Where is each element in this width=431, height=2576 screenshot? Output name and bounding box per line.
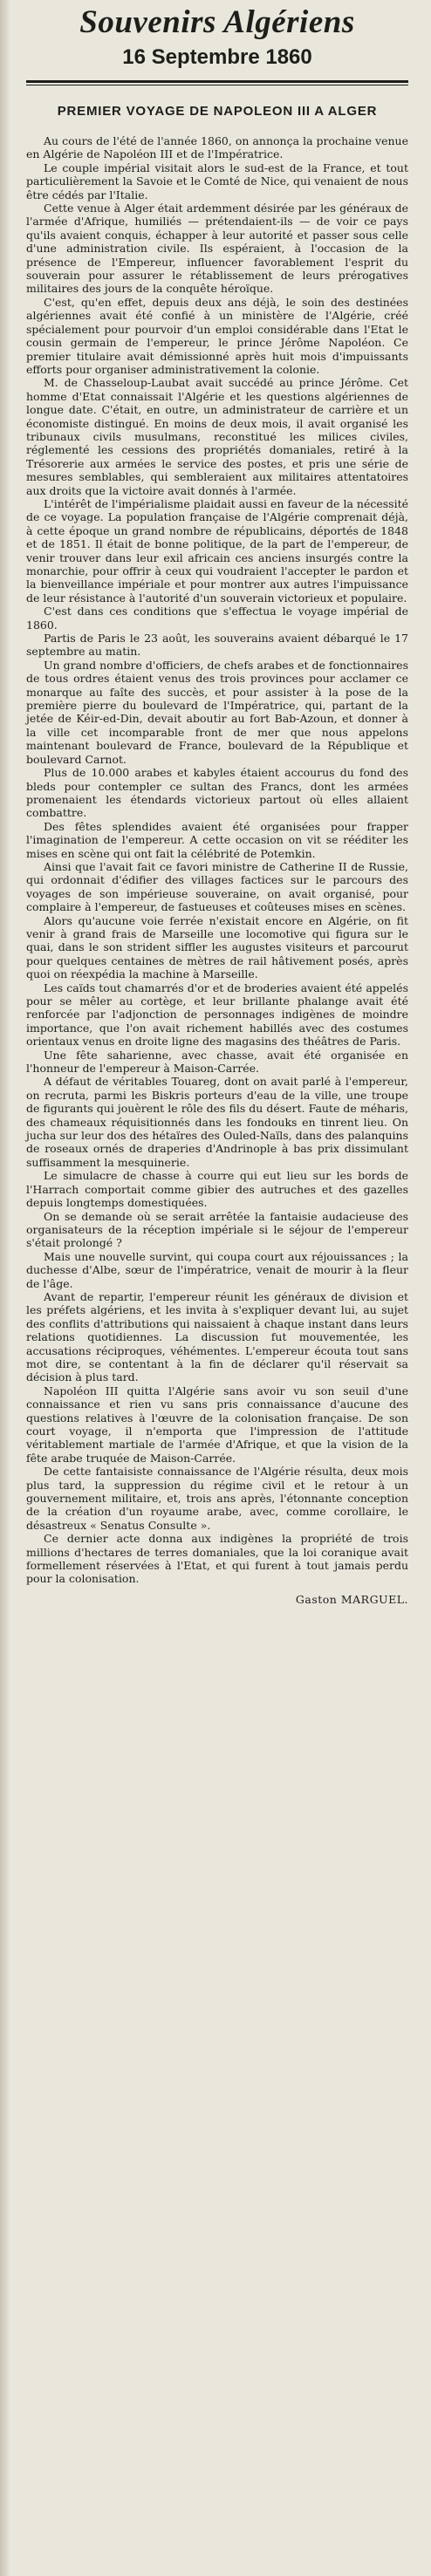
article-paragraph: A défaut de véritables Touareg, dont on avait parlé à l'empereur, on recruta, parmi les Biskris porteurs d'eau de la ville, une troupe de figurants qui jouèrent le rôle des fils du désert. Faute de méharis, des chameaux réquisitionnés dans les fondouks en tinrent lieu. On jucha sur leur dos des hétaïres des Ouled-Naïls, dans des palanquins de roseaux ornés de draperies d'Andrinople à bas prix dissimulant suffisamment la mesquinerie. bbox=[26, 1075, 408, 1169]
article-paragraph: On se demande où se serait arrêtée la fantaisie audacieuse des organisateurs de la réception impériale si le séjour de l'empereur s'était prolongé ? bbox=[26, 1209, 408, 1250]
article-paragraph: Des fêtes splendides avaient été organisées pour frapper l'imagination de l'empereur. A cette occasion on vit se rééditer les mises en scène qui ont fait la célébrité de Potemkin. bbox=[26, 819, 408, 860]
double-rule-divider bbox=[26, 80, 408, 85]
article-paragraph: Alors qu'aucune voie ferrée n'existait encore en Algérie, on fit venir à grand frais de Marseille une locomotive qui figura sur le quai, dans le son strident siffler les augustes visiteurs et parcourut pour quelques centaines de mètres de rail hâtivement posés, après quoi on réexpédia la machine à Marseille. bbox=[26, 913, 408, 981]
article-date: 16 Septembre 1860 bbox=[122, 45, 312, 69]
article-paragraph: C'est dans ces conditions que s'effectua le voyage impérial de 1860. bbox=[26, 605, 408, 632]
author-signature: Gaston MARGUEL. bbox=[295, 1592, 408, 1606]
article-paragraph: Le couple impérial visitait alors le sud-est de la France, et tout particulièrement la Savoie et le Comté de Nice, qui venaient de nous être cédés par l'Italie. bbox=[26, 161, 408, 202]
article-body bbox=[26, 134, 408, 1586]
article-paragraph: M. de Chasseloup-Laubat avait succédé au prince Jérôme. Cet homme d'Etat connaissait l'Algérie et les questions algériennes de longue date. C'était, en outre, un administrateur de carrière et un économiste distingué. En moins de deux mois, il avait organisé les tribunaux civils musulmans, reconstitué les milices civiles, réglementé les cessions des propriétés domaniales, retiré à la Trésorerie aux armées le service des postes, et pris une série de mesures semblables, qui sembleraient aux militaires attentatoires aux droits que la victoire avait donnés à l'armée. bbox=[26, 376, 408, 497]
article-paragraph: Au cours de l'été de l'année 1860, on annonça la prochaine venue en Algérie de Napoléon III et de l'Impératrice. bbox=[26, 134, 408, 161]
article-paragraph: Napoléon III quitta l'Algérie sans avoir vu son seuil d'une connaissance et rien vu sans pris connaissance d'aucune des questions relatives à l'œuvre de la colonisation française. De son court voyage, il n'emporta que l'impression de l'attitude véritablement martiale de l'armée d'Afrique, et que la vision de la fête arabe truquée de Maison-Carrée. bbox=[26, 1384, 408, 1465]
section-masthead: Souvenirs Algériens bbox=[79, 4, 355, 40]
article-paragraph: C'est, qu'en effet, depuis deux ans déjà, le soin des destinées algériennes avait été confié à un ministère de l'Algérie, créé spécialement pour pourvoir d'un emploi considérable dans l'Etat le cousin germain de l'empereur, le prince Jérôme Napoléon. Ce premier titulaire avait démissionné après huit mois d'impuissants efforts pour organiser administrativement la colonie. bbox=[26, 295, 408, 376]
article-paragraph: Le simulacre de chasse à courre qui eut lieu sur les bords de l'Harrach comportait comme gibier des autruches et des gazelles depuis longtemps domestiquées. bbox=[26, 1169, 408, 1210]
article-paragraph: Une fête saharienne, avec chasse, avait été organisée en l'honneur de l'empereur à Maison-Carrée. bbox=[26, 1048, 408, 1076]
article-paragraph: De cette fantaisiste connaissance de l'Algérie résulta, deux mois plus tard, la suppression du régime civil et le retour à un gouvernement militaire, et, trois ans après, l'étonnante conception de la création d'un royaume arabe, avec, comme corollaire, le désastreux « Senatus Consulte ». bbox=[26, 1465, 408, 1532]
article-paragraph: Partis de Paris le 23 août, les souverains avaient débarqué le 17 septembre au matin. bbox=[26, 632, 408, 659]
article-paragraph: Ainsi que l'avait fait ce favori ministre de Catherine II de Russie, qui ordonnait d'édifier des villages factices sur le parcours des voyages de son impérieuse souveraine, on avait organisé, pour complaire à l'empereur, de fastueuses et coûteuses mises en scènes. bbox=[26, 859, 408, 914]
article-paragraph: Avant de repartir, l'empereur réunit les généraux de division et les préfets algériens, et les invita à s'expliquer devant lui, au sujet des conflits d'attributions qui naissaient à chaque instant dans leurs relations quotidiennes. La discussion fut mouvementée, les accusations réciproques, véhémentes. L'empereur écouta tout sans mot dire, se contentant à la fin de déclarer qu'il réservait sa décision à plus tard. bbox=[26, 1289, 408, 1384]
article-paragraph: Ce dernier acte donna aux indigènes la propriété de trois millions d'hectares de terres domaniales, que la loi coranique avait formellement réservées à l'Etat, et qui furent à tout jamais perdu pour la colonisation. bbox=[26, 1532, 408, 1586]
article-paragraph: L'intérêt de l'impérialisme plaidait aussi en faveur de la nécessité de ce voyage. La population française de l'Algérie comprenait déjà, à cette époque un grand nombre de républicains, déportés de 1848 et de 1851. Il était de bonne politique, de la part de l'empereur, de venir trouver dans leur exil africain ces anciens insurgés contre la monarchie, pour offrir à ceux qui voudraient l'accepter le pardon et la bienveillance impériale et pour montrer aux autres l'impuissance de leur résistance à l'autorité d'un souverain victorieux et populaire. bbox=[26, 496, 408, 605]
page-edge-shadow bbox=[0, 0, 10, 2576]
article-paragraph: Plus de 10.000 arabes et kabyles étaient accourus du fond des bleds pour contempler ce sultan des Francs, dont les armées promenaient les étendards victorieux partout où elles allaient combattre. bbox=[26, 766, 408, 820]
article-paragraph: Les caïds tout chamarrés d'or et de broderies avaient été appelés pour se mêler au cortège, et leur brillante phalange avait été renforcée par l'adjonction de personnages indigènes de moindre importance, que l'on avait richement habillés avec des costumes orientaux venus en droite ligne des magasins des théâtres de Paris. bbox=[26, 981, 408, 1049]
article-headline: PREMIER VOYAGE DE NAPOLEON III A ALGER bbox=[57, 104, 378, 119]
article-paragraph: Cette venue à Alger était ardemment désirée par les généraux de l'armée d'Afrique, humiliés — prétendaient-ils — de voir ce pays qu'ils avaient conquis, échapper à leur autorité et passer sous celle d'une administration civile. Ils espéraient, à l'occasion de la présence de l'Empereur, influencer favorablement l'esprit du souverain pour assurer le rétablissement de leurs prérogatives militaires des jours de la conquête héroïque. bbox=[26, 202, 408, 296]
article-paragraph: Mais une nouvelle survint, qui coupa court aux réjouissances ; la duchesse d'Albe, sœur de l'impératrice, venait de mourir à la fleur de l'âge. bbox=[26, 1249, 408, 1290]
article-paragraph: Un grand nombre d'officiers, de chefs arabes et de fonctionnaires de tous ordres étaient venus des trois provinces pour acclamer ce monarque au faîte des succès, et pour assister à la pose de la première pierre du boulevard de l'Impératrice, qui, partant de la jetée de Kéir-ed-Din, devait aboutir au fort Bab-Azoun, et donner à la ville cet incomparable front de mer que nous appelons maintenant boulevard de France, boulevard de la République et boulevard Carnot. bbox=[26, 658, 408, 766]
